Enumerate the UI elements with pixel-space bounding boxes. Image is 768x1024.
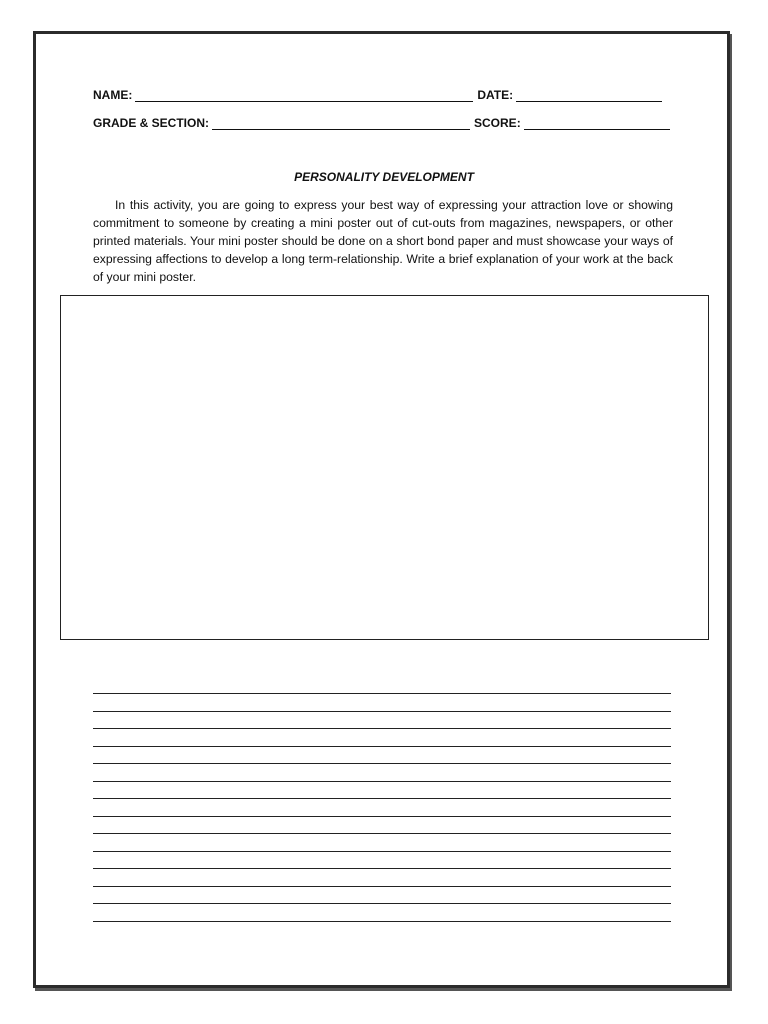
writing-line[interactable] (93, 728, 671, 729)
score-field[interactable] (524, 117, 670, 130)
poster-box[interactable] (60, 295, 709, 640)
writing-line[interactable] (93, 763, 671, 764)
writing-line[interactable] (93, 921, 671, 922)
activity-instructions: In this activity, you are going to express your best way of expressing your attraction love or showing commitment to someone by creating a mini poster out of cut-outs from magazines, newspapers, or other printed materials. Your mini poster should be done on a short bond paper and must showcase your ways of expressing affections to develop a long term-relationship. Write a brief explanation of your work at the back of your mini poster. (93, 198, 673, 284)
grade-section-label: GRADE & SECTION: (93, 116, 210, 130)
writing-line[interactable] (93, 903, 671, 904)
writing-line[interactable] (93, 851, 671, 852)
name-label: NAME: (93, 88, 133, 102)
writing-line[interactable] (93, 886, 671, 887)
writing-line[interactable] (93, 746, 671, 747)
writing-line[interactable] (93, 711, 671, 712)
writing-line[interactable] (93, 816, 671, 817)
name-date-row (93, 88, 666, 102)
activity-title: PERSONALITY DEVELOPMENT (294, 170, 474, 184)
name-field[interactable] (135, 89, 473, 102)
writing-line[interactable] (93, 833, 671, 834)
writing-lines (93, 693, 671, 938)
writing-line[interactable] (93, 798, 671, 799)
date-label: DATE: (477, 88, 514, 102)
score-label: SCORE: (474, 116, 521, 130)
writing-line[interactable] (93, 693, 671, 694)
writing-line[interactable] (93, 868, 671, 869)
writing-line[interactable] (93, 781, 671, 782)
date-field[interactable] (516, 89, 662, 102)
grade-section-field[interactable] (212, 117, 470, 130)
grade-score-row (93, 116, 674, 130)
